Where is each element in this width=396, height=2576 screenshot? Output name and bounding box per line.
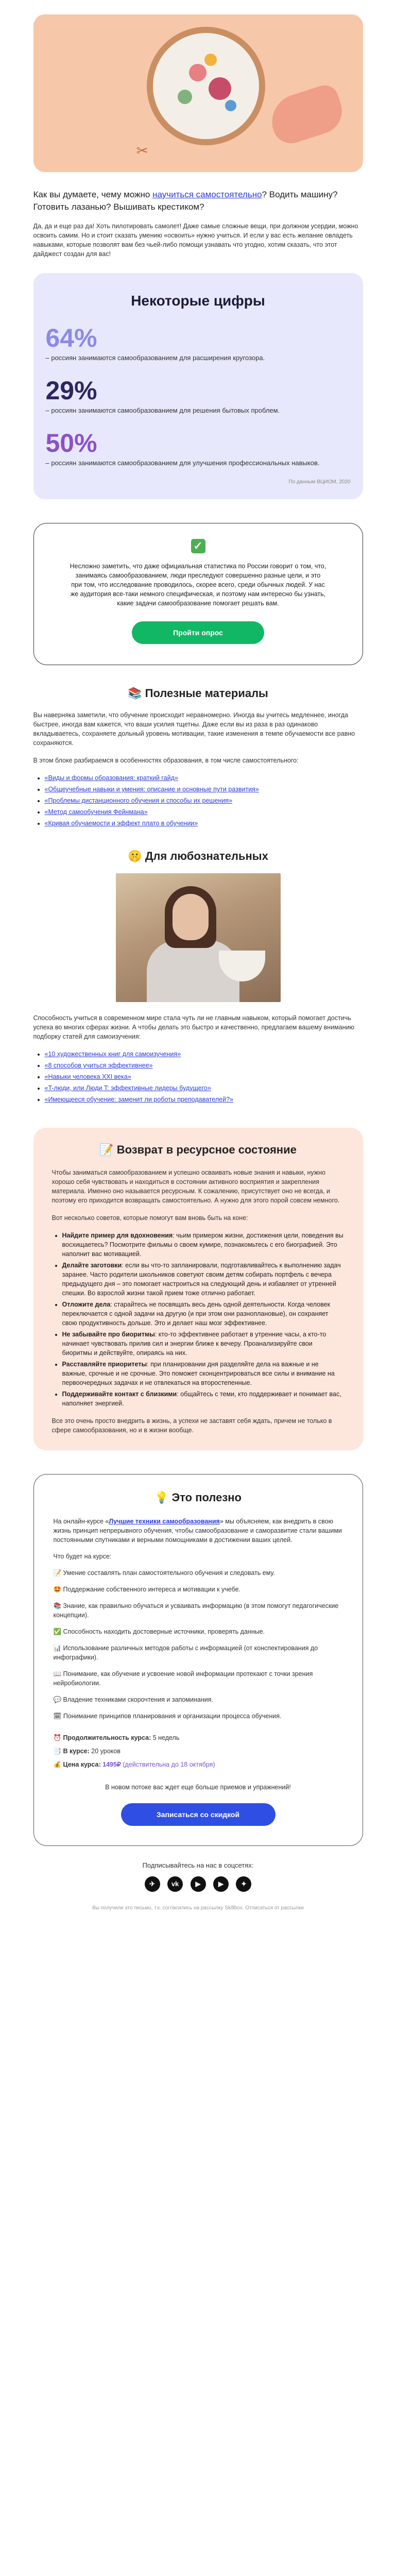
embroidery-hoop-illustration xyxy=(147,27,265,145)
tip-text: : общайтесь с теми, кто поддерживает и понимает вас, наполняет энергией. xyxy=(62,1391,341,1407)
memo-icon: 📝 xyxy=(99,1143,114,1156)
tip-item xyxy=(62,1261,345,1298)
tip-item xyxy=(62,1389,345,1408)
article-link[interactable]: «Кривая обучаемости и эффект плато в обучении» xyxy=(44,820,198,827)
stat-item xyxy=(46,428,351,468)
tip-text: : при планировании дня разделяйте дела на важные и не важные, срочные и не срочные. Это поможет сконцентрироваться все силы и внимание на первоочередных задачах и не отвлекаться на второстепенные. xyxy=(62,1361,335,1386)
list-item xyxy=(45,1049,363,1059)
lessons-label: В курсе: xyxy=(63,1748,90,1755)
recover-heading xyxy=(52,1143,345,1157)
stat-value: 50% xyxy=(45,429,97,457)
materials-title: Полезные материалы xyxy=(145,687,268,700)
stat-description: – россиян занимаются самообразованием для решения бытовых проблем. xyxy=(45,406,280,414)
list-item xyxy=(45,785,363,794)
tip-title: Найдите пример для вдохновения xyxy=(62,1232,173,1239)
tips-list xyxy=(52,1231,345,1408)
course-feature: ✅ Способность находить достоверные источники, проверять данные. xyxy=(53,1628,265,1635)
course-feature: 💬 Владение техниками скорочтения и запоминания. xyxy=(53,1696,213,1703)
tip-item xyxy=(62,1300,345,1328)
tip-title: Не забывайте про биоритмы xyxy=(62,1331,155,1338)
tip-text: : если вы что-то запланировали, подготавливайтесь к выполнению задач заранее. Часто родители школьников советуют своим детям собирать портфель с вечера предыдущего дня – это помогает настроиться на следующий день и избавляет от утренней спешки. Во взрослой жизни такой прием тоже отлично работает. xyxy=(62,1262,341,1297)
intro-question-tail: ? Водить машину? Готовить лазанью? Вышивать крестиком? xyxy=(33,190,338,212)
intro-question-text: Как вы думаете, чему можно xyxy=(33,190,153,199)
materials-links xyxy=(33,773,363,828)
course-feature: 🗓 Понимание принципов планирования и организации процесса обучения. xyxy=(53,1713,282,1720)
curious-body xyxy=(33,1013,363,1041)
list-item xyxy=(45,1061,363,1070)
stats-block xyxy=(33,273,363,499)
stat-description: – россиян занимаются самообразованием для расширения кругозора. xyxy=(45,354,265,362)
youtube-icon[interactable]: ▶ xyxy=(213,1876,229,1892)
article-link[interactable]: «8 способов учиться эффективнее» xyxy=(44,1062,153,1069)
lessons-value: 20 уроков xyxy=(89,1748,120,1755)
social-links xyxy=(33,1876,363,1892)
woman-reading-photo xyxy=(116,873,281,1002)
intro-text: Да, да и еще раз да! Хоть пилотировать самолет! Даже самые сложные вещи, при должном усердии, можно освоить самим. Но и стоит сказать умению «освоить» нужно учиться. И если у вас есть желание овладеть навыками, которые позволят вам без чьей-либо помощи узнавать что угодно, хотим сказать, что этот дайджест создан для вас! xyxy=(33,223,358,258)
course-intro-text: На онлайн-курсе « xyxy=(53,1518,109,1525)
survey-text: Несложно заметить, что даже официальная статистика по России говорит о том, что, занимаясь самообразованием, люди преследуют совершенно разные цели, и это при том, что исследование проводилось, скорее всего, среди обычных людей. У нас же аудитория все-таки немного специфическая, и поэтому нам интересно бы узнать, какие задачи самообразование помогает решать вам. xyxy=(70,563,326,607)
intro-question xyxy=(33,189,363,213)
stat-item xyxy=(46,323,351,363)
article-link[interactable]: «Общеучебные навыки и умения: описание и основные пути развития» xyxy=(44,786,259,793)
article-link[interactable]: «Проблемы дистанционного обучения и способы их решения» xyxy=(44,797,233,804)
course-intro-tail: » мы объясняем, как внедрить в свою жизнь принцип непрерывного обучения, чтобы самообразование и саморазвитие стали вашими постоянными спутниками и верными помощниками в достижении ваших целей. xyxy=(53,1518,342,1544)
course-link[interactable]: Лучшие техники самообразования xyxy=(109,1518,220,1525)
take-survey-button[interactable]: Пройти опрос xyxy=(132,621,264,644)
article-link[interactable]: «Имеющееся обучение: заменит ли роботы преподавателей?» xyxy=(44,1096,234,1103)
list-item xyxy=(45,773,363,783)
check-icon: ✓ xyxy=(191,539,205,553)
list-item xyxy=(45,1083,363,1093)
recover-paragraph: Все это очень просто внедрить в жизнь, а успехи не заставят себя ждать, причем не только в сфере самообразования, но и в жизни вообще. xyxy=(51,1417,332,1434)
stat-value: 29% xyxy=(45,376,97,405)
vk-video-icon[interactable]: ▶ xyxy=(191,1876,206,1892)
curious-heading xyxy=(33,850,363,863)
course-feature: 📊 Использование различных методов работы с информацией (от конспектирования до инфографики). xyxy=(53,1645,318,1661)
materials-paragraph: Вы наверняка заметили, что обучение происходит неравномерно. Иногда вы учитесь медленнее, иногда быстрее, иногда вам кажется, что ваши усилия тщетны. Даже если вы из раза в раз одинаково вкладываетесь, сохраняете дольный уровень мотивации, такие изменения в темпе обучаемости все равно сохраняются. xyxy=(33,711,355,747)
hero-banner xyxy=(33,14,363,172)
tip-title: Отложите дела xyxy=(62,1301,111,1308)
price-value: 1495₽ xyxy=(100,1761,121,1768)
recover-outro xyxy=(52,1416,345,1435)
price-note: (действительна до 18 октября) xyxy=(120,1761,215,1768)
self-learning-link[interactable]: научиться самостоятельно xyxy=(152,190,262,199)
list-item xyxy=(45,1095,363,1104)
article-link[interactable]: «Виды и формы образования: краткий гайд» xyxy=(44,774,178,782)
recover-paragraph: Чтобы заниматься самообразованием и успешно осваивать новые знания и навыки, нужно хорошо себя чувствовать и находиться в состоянии активного восприятия и закрепления материала. Именно оно называется ресурсным. К сожалению, присутствует оно не всегда, и поэтому его приходится возвращать самостоятельно. А нужно для этого порой совсем немного. xyxy=(51,1169,340,1204)
footer-note: Вы получили это письмо, т.к. согласились на рассылку Skillbox. Отписаться от рассылки xyxy=(92,1905,304,1911)
recover-title: Возврат в ресурсное состояние xyxy=(116,1143,297,1156)
course-lessons: 📑 В курсе: 20 уроков xyxy=(53,1748,120,1755)
scissors-icon: ✂ xyxy=(136,143,148,159)
price-label: Цена курса: xyxy=(63,1761,101,1768)
tip-item xyxy=(62,1360,345,1387)
course-duration: ⏰ Продолжительность курса: 5 недель xyxy=(53,1734,180,1741)
vk-icon[interactable]: vk xyxy=(167,1876,183,1892)
telegram-icon[interactable]: ✈ xyxy=(145,1876,160,1892)
list-item xyxy=(45,1072,363,1081)
stat-item xyxy=(46,375,351,415)
course-outro: В новом потоке вас ждет еще больше приемов и упражнений! xyxy=(105,1784,291,1791)
resource-state-block xyxy=(33,1128,363,1450)
stat-value: 64% xyxy=(45,324,97,352)
curious-paragraph: Способность учиться в современном мире стала чуть ли не главным навыком, который помогает достичь успеха во многих сферах жизни. А чтобы делать это быстро и качественно, предлагаем вашему вниманию подборку статей для самоизучения: xyxy=(33,1014,354,1040)
tip-item xyxy=(62,1330,345,1358)
shush-face-icon: 🤫 xyxy=(128,850,142,862)
list-item xyxy=(45,819,363,828)
duration-value: 5 недель xyxy=(151,1734,180,1741)
course-intro xyxy=(54,1517,343,1545)
tip-item xyxy=(62,1231,345,1259)
recover-body xyxy=(52,1168,345,1223)
course-price: 💰 Цена курса: 1495₽ (действительна до 18 октября) xyxy=(53,1761,215,1768)
tip-text: : чьим примером жизни, достижения цели, поведения вы восхищаетесь? Посмотрите фильмы о своем кумире, познакомьтесь с его биографией. Это наполнит вас мотивацией. xyxy=(62,1232,343,1258)
list-item xyxy=(45,796,363,805)
course-promo-card xyxy=(33,1474,363,1846)
list-item xyxy=(45,807,363,817)
useful-title: Это полезно xyxy=(171,1491,242,1504)
course-feature: 📖 Понимание, как обучение и усвоение новой информации протекают с точки зрения нейробиологии. xyxy=(53,1670,313,1687)
article-link[interactable]: «Метод самообучения Фейнмана» xyxy=(44,808,148,816)
materials-paragraph: В этом блоке разбираемся в особенностях образования, в том числе самостоятельного: xyxy=(33,757,299,764)
hand-illustration xyxy=(265,82,348,148)
useful-heading xyxy=(54,1491,343,1504)
curious-links xyxy=(33,1049,363,1104)
article-link[interactable]: «T-люди, или Люди T: эффективные лидеры будущего» xyxy=(44,1084,211,1092)
tip-title: Расставляйте приоритеты xyxy=(62,1361,147,1368)
tip-text: : старайтесь не посвящать весь день одной деятельности. Когда человек переключается с одной задачи на другую (и при этом они разноплановые), он сохраняет свою продуктивность дольше. Это и делает наш мозг эффективнее. xyxy=(62,1301,331,1327)
article-link[interactable]: «Навыки человека XXI века» xyxy=(44,1073,131,1080)
course-feature: 📚 Знание, как правильно обучаться и усваивать информацию (в этом помогут педагогические концепции). xyxy=(53,1602,339,1619)
course-feature: 🤩 Поддержание собственного интереса и мотивации к учебе. xyxy=(53,1586,241,1593)
article-link[interactable]: «10 художественных книг для самоизучения» xyxy=(44,1050,181,1058)
recover-paragraph: Вот несколько советов, которые помогут вам вновь быть на коне: xyxy=(51,1214,248,1222)
subscribe-text: Подписывайтесь на нас в соцсетях: xyxy=(142,1861,254,1869)
enroll-discount-button[interactable]: Записаться со скидкой xyxy=(121,1803,276,1826)
books-icon: 📚 xyxy=(128,687,142,700)
curious-title: Для любознательных xyxy=(145,850,268,862)
materials-heading xyxy=(33,687,363,700)
tip-title: Поддерживайте контакт с близкими xyxy=(62,1391,177,1398)
materials-body xyxy=(33,710,363,765)
stats-source: По данным ВЦИОМ, 2020 xyxy=(288,479,351,485)
dzen-icon[interactable]: ✦ xyxy=(236,1876,251,1892)
survey-card xyxy=(33,523,363,665)
tip-title: Делайте заготовки xyxy=(62,1262,122,1269)
tip-text: : кто-то эффективнее работает в утренние часы, а кто-то начинает чувствовать прилив сил и энергии ближе к вечеру. Проанализируйте свои биоритмы и действуйте, опираясь на них. xyxy=(62,1331,326,1357)
lightbulb-icon: 💡 xyxy=(154,1491,169,1504)
will-learn-label: Что будет на курсе: xyxy=(53,1553,112,1560)
newsletter xyxy=(33,14,363,1911)
duration-label: Продолжительность курса: xyxy=(63,1734,151,1741)
stat-description: – россиян занимаются самообразованием для улучшения профессиональных навыков. xyxy=(45,459,320,467)
course-feature: 📝 Умение составлять план самостоятельного обучения и следовать ему. xyxy=(53,1569,275,1577)
stats-title: Некоторые цифры xyxy=(131,293,265,309)
